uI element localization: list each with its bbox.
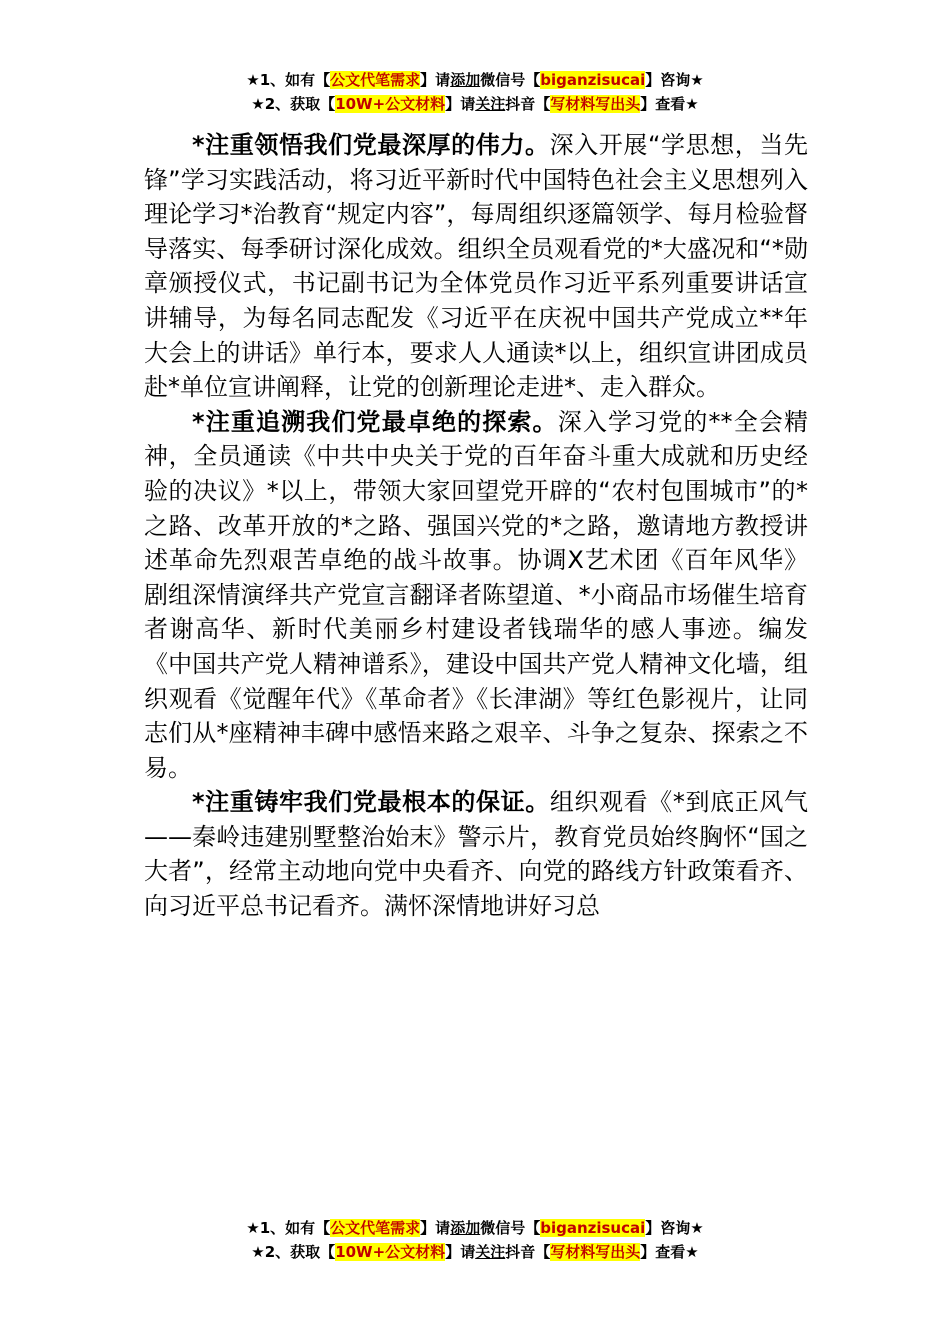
banner-line-1 bbox=[0, 1216, 950, 1240]
banner-text: 抖音【 bbox=[505, 95, 551, 113]
document-body bbox=[144, 128, 808, 924]
banner-text: 】请 bbox=[420, 1219, 451, 1237]
highlight-text: 公文代笔需求 bbox=[330, 71, 421, 89]
banner-line-1 bbox=[0, 68, 950, 92]
highlight-text: 写材料写出头 bbox=[550, 95, 641, 113]
banner-text: 】请 bbox=[445, 95, 476, 113]
banner-text: 】咨询★ bbox=[645, 1219, 704, 1237]
banner-text: ★2、获取【 bbox=[251, 1243, 336, 1261]
banner-line-2 bbox=[0, 92, 950, 116]
header-banner bbox=[0, 68, 950, 116]
banner-text: 微信号【 bbox=[480, 1219, 541, 1237]
highlight-text: 写材料写出头 bbox=[550, 1243, 641, 1261]
banner-text: ★1、如有【 bbox=[246, 1219, 331, 1237]
paragraph bbox=[144, 785, 808, 923]
paragraph bbox=[144, 405, 808, 786]
banner-text: 】查看★ bbox=[640, 95, 699, 113]
highlight-text: 10W+公文材料 bbox=[335, 95, 446, 113]
highlight-text: 公文代笔需求 bbox=[330, 1219, 421, 1237]
underlined-text: 添加 bbox=[450, 71, 481, 89]
paragraph-body: 深入学习党的**全会精神，全员通读《中共中央关于党的百年奋斗重大成就和历史经验的决议》*以上，带领大家回望党开辟的“农村包围城市”的*之路、改革开放的*之路、强国兴党的*之路，邀请地方教授讲述革命先烈艰苦卓绝的战斗故事。协调X艺术团《百年风华》剧组深情演绎共产党宣言翻译者陈望道、*小商品市场催生培育者谢高华、新时代美丽乡村建设者钱瑞华的感人事迹。编发《中国共产党人精神谱系》，建设中国共产党人精神文化墙，组织观看《觉醒年代》《革命者》《长津湖》等红色影视片，让同志们从*座精神丰碑中感悟来路之艰辛、斗争之复杂、探索之不易。 bbox=[144, 407, 808, 782]
banner-text: 】请 bbox=[420, 71, 451, 89]
paragraph-body: 深入开展“学思想，当先锋”学习实践活动，将习近平新时代中国特色社会主义思想列入理论学习*治教育“规定内容”，每周组织逐篇领学、每月检验督导落实、每季研讨深化成效。组织全员观看党的*大盛况和“*勋章颁授仪式，书记副书记为全体党员作习近平系列重要讲话宣讲辅导，为每名同志配发《习近平在庆祝中国共产党成立**年大会上的讲话》单行本，要求人人通读*以上，组织宣讲团成员赴*单位宣讲阐释，让党的创新理论走进*、走入群众。 bbox=[144, 131, 808, 402]
banner-text: 微信号【 bbox=[480, 71, 541, 89]
underlined-text: 添加 bbox=[450, 1219, 481, 1237]
paragraph-lead: *注重领悟我们党最深厚的伟力。 bbox=[192, 131, 550, 159]
paragraph-lead: *注重追溯我们党最卓绝的探索。 bbox=[192, 407, 558, 436]
banner-line-2 bbox=[0, 1240, 950, 1264]
banner-text: 】查看★ bbox=[640, 1243, 699, 1261]
paragraph bbox=[144, 128, 808, 405]
highlight-text: biganzisucai bbox=[540, 71, 646, 89]
paragraph-lead: *注重铸牢我们党最根本的保证。 bbox=[192, 788, 550, 817]
banner-text: ★1、如有【 bbox=[246, 71, 331, 89]
banner-text: 抖音【 bbox=[505, 1243, 551, 1261]
highlight-text: 10W+公文材料 bbox=[335, 1243, 446, 1261]
underlined-text: 关注 bbox=[475, 1243, 506, 1261]
banner-text: ★2、获取【 bbox=[251, 95, 336, 113]
footer-banner bbox=[0, 1216, 950, 1264]
highlight-text: biganzisucai bbox=[540, 1219, 646, 1237]
paragraph-body: 组织观看《*到底正风气——秦岭违建别墅整治始末》警示片，教育党员始终胸怀“国之大者”，经常主动地向党中央看齐、向党的路线方针政策看齐、向习近平总书记看齐。满怀深情地讲好习总 bbox=[144, 788, 808, 921]
underlined-text: 关注 bbox=[475, 95, 506, 113]
banner-text: 】请 bbox=[445, 1243, 476, 1261]
banner-text: 】咨询★ bbox=[645, 71, 704, 89]
